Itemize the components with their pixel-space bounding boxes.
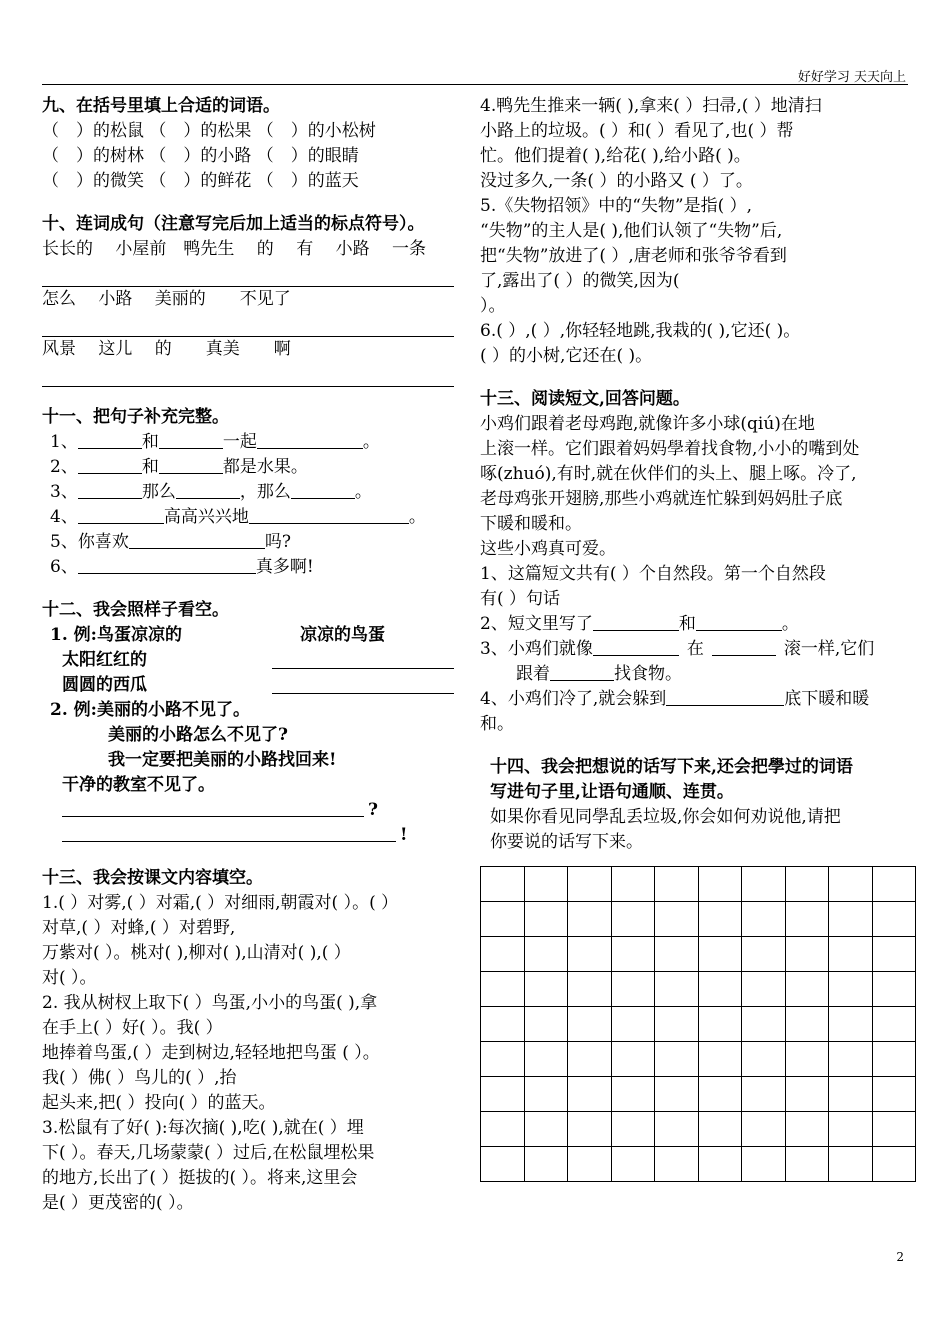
passage-line: 啄(zhuó),有时,就在伙伴们的头上、腿上啄。冷了,: [480, 464, 857, 484]
grid-row: [481, 1042, 916, 1077]
grid-cell[interactable]: [524, 867, 568, 902]
grid-row: [481, 867, 916, 902]
grid-cell[interactable]: [611, 1147, 655, 1182]
sec13a-line: 3.松鼠有了好( ):每次摘( ),吃( ),就在( ）埋: [42, 1118, 364, 1138]
sec13b-line: ）。: [480, 296, 506, 316]
grid-cell[interactable]: [524, 1007, 568, 1042]
grid-cell[interactable]: [785, 972, 829, 1007]
reading-q2: 2、短文里写了 和 。: [480, 614, 799, 634]
blank[interactable]: [257, 430, 363, 449]
grid-cell[interactable]: [698, 902, 742, 937]
blank[interactable]: [593, 637, 679, 656]
grid-cell[interactable]: [829, 1112, 873, 1147]
blank[interactable]: [696, 612, 782, 631]
grid-cell[interactable]: [785, 1112, 829, 1147]
grid-cell[interactable]: [872, 1077, 916, 1112]
sec13b-line: 了,露出了( ）的微笑,因为(: [480, 271, 680, 291]
page-number: 2: [896, 1250, 904, 1264]
grid-cell[interactable]: [742, 902, 786, 937]
sec13b-line: 4.鸭先生推来一辆( ),拿来( ）扫帚,( ）地清扫: [480, 96, 822, 116]
grid-cell[interactable]: [698, 1147, 742, 1182]
blank[interactable]: [249, 505, 409, 524]
grid-row: [481, 1077, 916, 1112]
sec9-line-3: （ ）的微笑 （ ）的鲜花 （ ）的蓝天: [42, 171, 359, 191]
grid-cell[interactable]: [872, 972, 916, 1007]
grid-cell[interactable]: [698, 867, 742, 902]
sec12-answer-e: !: [42, 823, 470, 848]
blank[interactable]: [78, 455, 142, 474]
grid-cell[interactable]: [611, 867, 655, 902]
sec12-ex2-line1: 美丽的小路怎么不见了?: [108, 725, 288, 745]
grid-cell[interactable]: [568, 1112, 612, 1147]
grid-cell[interactable]: [481, 902, 525, 937]
section-9-title: 九、在括号里填上合适的词语。: [42, 96, 280, 116]
reading-q1b: 有( ）句话: [480, 589, 561, 609]
sec13b-line: 没过多久,一条( ）的小路又 ( ）了。: [480, 171, 753, 191]
answer-line[interactable]: [42, 262, 454, 287]
grid-cell[interactable]: [524, 937, 568, 972]
section-12-title: 十二、我会照样子看空。: [42, 600, 229, 620]
grid-cell[interactable]: [785, 867, 829, 902]
section-13-title: 十三、我会按课文内容填空。: [42, 868, 263, 888]
grid-cell[interactable]: [785, 1077, 829, 1112]
passage-line: 小鸡们跟着老母鸡跑,就像许多小球(qiú)在地: [480, 414, 815, 434]
sec13a-line: 是( ）更茂密的( ）。: [42, 1193, 194, 1213]
section-11-title: 十一、把句子补充完整。: [42, 407, 229, 427]
sec13a-line: 在手上( ）好( ）。我( ）: [42, 1018, 223, 1038]
blank[interactable]: [159, 430, 223, 449]
grid-cell[interactable]: [611, 1112, 655, 1147]
grid-cell[interactable]: [524, 1042, 568, 1077]
sec13a-line: 1.( ）对雾,( ）对霜,( ）对细雨,朝霞对( ）。( ）: [42, 893, 399, 913]
grid-cell[interactable]: [698, 1077, 742, 1112]
sec11-item-5: 5、你喜欢 吗?: [50, 532, 291, 552]
grid-cell[interactable]: [524, 1077, 568, 1112]
sec13a-line: 2. 我从树杈上取下( ）鸟蛋,小小的鸟蛋( ),拿: [42, 993, 378, 1013]
blank[interactable]: [550, 662, 614, 681]
sec12-ex2-line2: 我一定要把美丽的小路找回来!: [108, 750, 337, 770]
blank[interactable]: [272, 675, 454, 694]
grid-cell[interactable]: [785, 1042, 829, 1077]
grid-cell[interactable]: [524, 1112, 568, 1147]
grid-cell[interactable]: [568, 1042, 612, 1077]
grid-cell[interactable]: [481, 867, 525, 902]
grid-cell[interactable]: [872, 1007, 916, 1042]
header-motto: 好好学习 天天向上: [797, 70, 906, 85]
grid-cell[interactable]: [872, 1042, 916, 1077]
sec12-q2: 圆圆的西瓜: [42, 673, 470, 698]
grid-cell[interactable]: [611, 1042, 655, 1077]
grid-cell[interactable]: [872, 867, 916, 902]
blank[interactable]: [78, 430, 142, 449]
grid-cell[interactable]: [872, 937, 916, 972]
grid-cell[interactable]: [829, 937, 873, 972]
grid-cell[interactable]: [481, 1077, 525, 1112]
grid-cell[interactable]: [568, 1007, 612, 1042]
grid-cell[interactable]: [742, 937, 786, 972]
sec13b-line: ( ）的小树,它还在( )。: [480, 346, 653, 366]
blank[interactable]: [78, 555, 256, 574]
grid-cell[interactable]: [611, 937, 655, 972]
grid-cell[interactable]: [829, 1077, 873, 1112]
grid-cell[interactable]: [655, 902, 699, 937]
sec13a-line: 我( ）佛( ）鸟儿的( ）,抬: [42, 1068, 237, 1088]
sec11-item-1: 1、 和 一起 。: [50, 432, 380, 452]
grid-cell[interactable]: [568, 902, 612, 937]
sec13a-line: 下( ）。春天,几场蒙蒙( ）过后,在松鼠埋松果: [42, 1143, 375, 1163]
grid-cell[interactable]: [611, 972, 655, 1007]
sec11-item-3: 3、 那么 ，那么 。: [50, 482, 372, 502]
sec13a-line: 对草,( ）对蜂,( ）对碧野,: [42, 918, 236, 938]
grid-cell[interactable]: [655, 867, 699, 902]
passage-line: 上滚一样。它们跟着妈妈學着找食物,小小的嘴到处: [480, 439, 860, 459]
grid-cell[interactable]: [742, 1007, 786, 1042]
blank[interactable]: [176, 480, 240, 499]
blank[interactable]: [129, 530, 265, 549]
grid-cell[interactable]: [742, 1077, 786, 1112]
sec9-line-2: （ ）的树林 （ ）的小路 （ ）的眼睛: [42, 146, 359, 166]
grid-row: [481, 902, 916, 937]
sec13b-line: 小路上的垃圾。( ）和( ）看见了,也( ）帮: [480, 121, 794, 141]
sec13b-line: “失物”的主人是( ),他们认领了“失物”后,: [480, 221, 783, 241]
sec10-words-1: 长长的 小屋前 鸭先生 的 有 小路 一条: [42, 239, 427, 259]
grid-cell[interactable]: [524, 902, 568, 937]
grid-row: [481, 1147, 916, 1182]
reading-q4b: 和。: [480, 714, 514, 734]
blank[interactable]: [78, 505, 164, 524]
sec13b-line: 5.《失物招领》中的“失物”是指( ）,: [480, 196, 753, 216]
sec13b-line: 忙。他们提着( ),给花( ),给小路( )。: [480, 146, 751, 166]
grid-cell[interactable]: [872, 1147, 916, 1182]
sec10-words-3: 风景 这儿 的 真美 啊: [42, 339, 291, 359]
section-14-title-2: 写进句子里,让语句通顺、连贯。: [490, 782, 734, 802]
blank[interactable]: [78, 480, 142, 499]
sec12-example-2: 2. 例:美丽的小路不见了。: [50, 700, 250, 720]
blank[interactable]: [62, 823, 396, 842]
sec9-line-1: （ ）的松鼠 （ ）的松果 （ ）的小松树: [42, 121, 376, 141]
grid-cell[interactable]: [785, 902, 829, 937]
grid-cell[interactable]: [481, 1042, 525, 1077]
passage-line: 老母鸡张开翅膀,那些小鸡就连忙躲到妈妈肚子底: [480, 489, 843, 509]
grid-cell[interactable]: [611, 902, 655, 937]
grid-cell[interactable]: [742, 1147, 786, 1182]
section-14-prompt-1: 如果你看见同學乱丢垃圾,你会如何劝说他,请把: [490, 807, 841, 827]
grid-cell[interactable]: [698, 972, 742, 1007]
grid-cell[interactable]: [568, 867, 612, 902]
sec13a-line: 地捧着鸟蛋,( ）走到树边,轻轻地把鸟蛋 ( ）。: [42, 1043, 380, 1063]
grid-cell[interactable]: [655, 937, 699, 972]
grid-cell[interactable]: [698, 1042, 742, 1077]
sec11-item-4: 4、 高高兴兴地 。: [50, 507, 426, 527]
sec10-words-2: 怎么 小路 美丽的 不见了: [42, 289, 291, 309]
grid-cell[interactable]: [655, 1042, 699, 1077]
grid-cell[interactable]: [481, 1147, 525, 1182]
grid-row: [481, 937, 916, 972]
grid-row: [481, 972, 916, 1007]
grid-cell[interactable]: [655, 1112, 699, 1147]
sec11-item-6: 6、 真多啊!: [50, 557, 314, 577]
grid-cell[interactable]: [655, 1147, 699, 1182]
sec12-answer-q: ?: [42, 798, 470, 823]
passage-line: 这些小鸡真可爱。: [480, 539, 616, 559]
blank[interactable]: [291, 480, 355, 499]
grid-cell[interactable]: [481, 972, 525, 1007]
grid-cell[interactable]: [481, 1112, 525, 1147]
sec13a-line: 的地方,长出了( ）挺拔的( ）。将来,这里会: [42, 1168, 358, 1188]
grid-cell[interactable]: [742, 867, 786, 902]
writing-grid[interactable]: [480, 866, 916, 1182]
grid-cell[interactable]: [872, 1112, 916, 1147]
grid-cell[interactable]: [611, 1007, 655, 1042]
grid-cell[interactable]: [829, 1007, 873, 1042]
grid-cell[interactable]: [829, 972, 873, 1007]
grid-cell[interactable]: [742, 1042, 786, 1077]
header-rule: [42, 84, 908, 85]
sec12-q1: 太阳红红的: [42, 648, 470, 673]
grid-cell[interactable]: [611, 1077, 655, 1112]
grid-cell[interactable]: [524, 1147, 568, 1182]
grid-cell[interactable]: [785, 937, 829, 972]
grid-cell[interactable]: [568, 1147, 612, 1182]
grid-cell[interactable]: [872, 902, 916, 937]
blank[interactable]: [62, 798, 364, 817]
grid-cell[interactable]: [568, 1077, 612, 1112]
grid-row: [481, 1112, 916, 1147]
grid-cell[interactable]: [829, 1042, 873, 1077]
section-14-prompt-2: 你要说的话写下来。: [490, 832, 643, 852]
grid-cell[interactable]: [829, 902, 873, 937]
reading-q3a: 3、小鸡们就像 在 滚一样,它们: [480, 639, 875, 659]
left-column: [42, 94, 470, 1216]
blank[interactable]: [712, 637, 776, 656]
reading-q1a: 1、这篇短文共有( ）个自然段。第一个自然段: [480, 564, 826, 584]
grid-cell[interactable]: [655, 1007, 699, 1042]
sec13b-line: 6.( ）,( ）,你轻轻地跳,我栽的( ),它还( )。: [480, 321, 801, 341]
reading-q3b: 跟着 找食物。: [516, 664, 682, 684]
grid-cell[interactable]: [655, 1077, 699, 1112]
sec13a-line: 对( ）。: [42, 968, 97, 988]
blank[interactable]: [593, 612, 679, 631]
passage-line: 下暖和暖和。: [480, 514, 582, 534]
blank[interactable]: [159, 455, 223, 474]
reading-section-title: 十三、阅读短文,回答问题。: [480, 389, 690, 409]
grid-cell[interactable]: [742, 972, 786, 1007]
grid-cell[interactable]: [568, 937, 612, 972]
answer-line[interactable]: [42, 362, 454, 387]
sec11-item-2: 2、 和 都是水果。: [50, 457, 308, 477]
section-14-title-1: 十四、我会把想说的话写下来,还会把學过的词语: [490, 757, 853, 777]
sec13a-line: 起头来,把( ）投向( ）的蓝天。: [42, 1093, 276, 1113]
grid-cell[interactable]: [785, 1147, 829, 1182]
grid-cell[interactable]: [568, 972, 612, 1007]
blank[interactable]: [666, 687, 784, 706]
right-column: [480, 94, 920, 855]
answer-line[interactable]: [42, 312, 454, 337]
grid-cell[interactable]: [698, 1112, 742, 1147]
reading-q4a: 4、小鸡们冷了,就会躲到 底下暖和暖: [480, 689, 870, 709]
grid-cell[interactable]: [829, 867, 873, 902]
grid-row: [481, 1007, 916, 1042]
grid-cell[interactable]: [481, 1007, 525, 1042]
grid-cell[interactable]: [698, 1007, 742, 1042]
sec13a-line: 万紫对( ）。桃对( ),柳对( ),山清对( ),( ）: [42, 943, 351, 963]
sec12-example-1: 1. 例:鸟蛋凉凉的 凉凉的鸟蛋: [50, 625, 385, 645]
grid-cell[interactable]: [524, 972, 568, 1007]
grid-cell[interactable]: [785, 1007, 829, 1042]
grid-cell[interactable]: [655, 972, 699, 1007]
grid-cell[interactable]: [481, 937, 525, 972]
sec12-ex2-question: 干净的教室不见了。: [62, 775, 215, 795]
grid-cell[interactable]: [829, 1147, 873, 1182]
sec13b-line: 把“失物”放进了( ）,唐老师和张爷爷看到: [480, 246, 787, 266]
grid-cell[interactable]: [698, 937, 742, 972]
blank[interactable]: [272, 650, 454, 669]
section-10-title: 十、连词成句（注意写完后加上适当的标点符号）。: [42, 214, 425, 234]
grid-cell[interactable]: [742, 1112, 786, 1147]
